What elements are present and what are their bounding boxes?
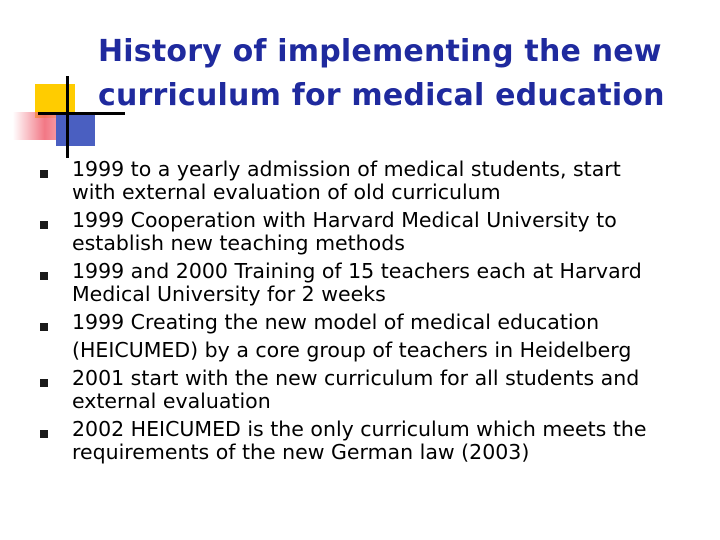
bullet-text-line: Medical University for 2 weeks <box>72 282 386 306</box>
square-bullet-icon <box>40 170 48 178</box>
slide-title-line-1: History of implementing the new <box>98 34 662 69</box>
bullet-text-line: 2002 HEICUMED is the only curriculum which meets the <box>72 417 647 441</box>
bullet-text-line: (HEICUMED) by a core group of teachers in Heidelberg <box>72 338 632 362</box>
bullet-text-line: 1999 and 2000 Training of 15 teachers each at Harvard <box>72 259 642 283</box>
bullet-item <box>38 260 698 306</box>
bullet-item <box>38 311 698 362</box>
bullet-text-line: 2001 start with the new curriculum for all students and <box>72 366 640 390</box>
bullet-item <box>38 158 698 204</box>
square-bullet-icon <box>40 272 48 280</box>
square-bullet-icon <box>40 323 48 331</box>
bullet-list <box>38 158 698 469</box>
slide-title <box>98 30 708 118</box>
bullet-text-line: establish new teaching methods <box>72 231 405 255</box>
square-bullet-icon <box>40 221 48 229</box>
bullet-item <box>38 209 698 255</box>
bullet-text-line: requirements of the new German law (2003) <box>72 440 530 464</box>
bullet-item <box>38 367 698 413</box>
logo-blue-square <box>56 115 95 146</box>
slide-title-line-2: curriculum for medical education <box>98 78 665 113</box>
bullet-text-line: 1999 to a yearly admission of medical students, start <box>72 157 621 181</box>
bullet-text-line: external evaluation <box>72 389 271 413</box>
bullet-text-line: with external evaluation of old curriculum <box>72 180 501 204</box>
square-bullet-icon <box>40 430 48 438</box>
bullet-text-line: 1999 Cooperation with Harvard Medical University to <box>72 208 617 232</box>
bullet-item <box>38 418 698 464</box>
bullet-text-line: 1999 Creating the new model of medical education <box>72 310 600 334</box>
square-bullet-icon <box>40 379 48 387</box>
logo-vertical-line <box>66 76 69 158</box>
